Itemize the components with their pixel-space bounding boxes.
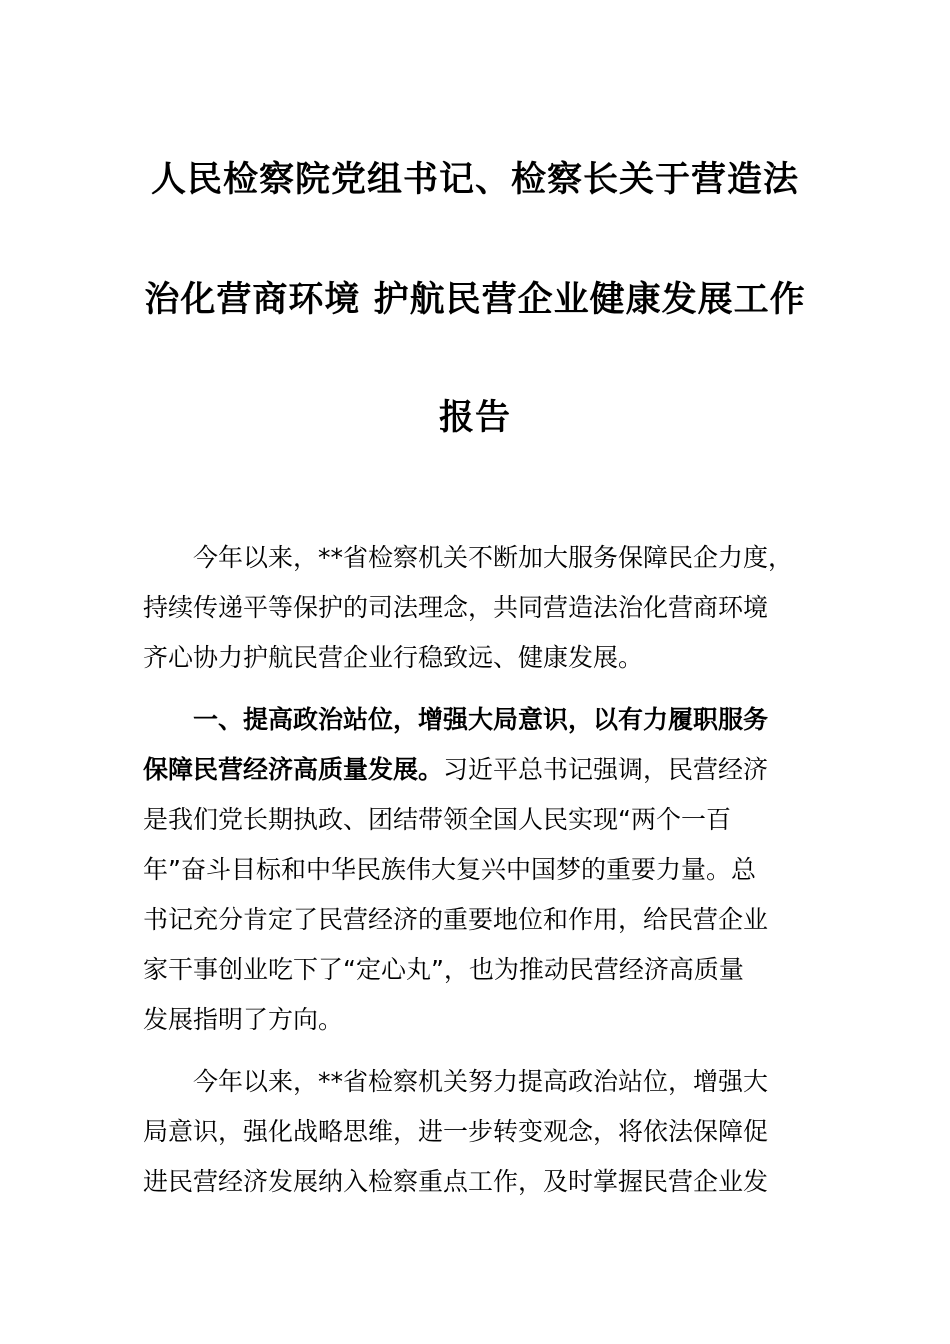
document-title-line-2: 治化营商环境 护航民营企业健康发展工作 (144, 280, 806, 320)
paragraph-text-after-heading: 习近平总书记强调，民营经济 (443, 755, 769, 784)
paragraph-line: 持续传递平等保护的司法理念，共同营造法治化营商环境 (143, 593, 769, 622)
paragraph-section-one (143, 695, 813, 1045)
paragraph-line: 发展指明了方向。 (143, 1005, 344, 1034)
paragraph-line: 年”奋斗目标和中华民族伟大复兴中国梦的重要力量。总 (143, 855, 756, 884)
section-heading-line-2: 保障民营经济高质量发展。 (143, 755, 444, 784)
paragraph-line: 家干事创业吃下了“定心丸”，也为推动民营经济高质量 (143, 955, 744, 984)
document-title-line-1: 人民检察院党组书记、检察长关于营造法 (150, 160, 799, 200)
paragraph-line: 是我们党长期执政、团结带领全国人民实现“两个一百 (143, 805, 731, 834)
document-title-line-3: 报告 (438, 398, 511, 438)
section-heading-line-1: 一、提高政治站位，增强大局意识，以有力履职服务 (193, 705, 769, 734)
paragraph-continued (143, 1057, 813, 1207)
paragraph-line: 进民营经济发展纳入检察重点工作，及时掌握民营企业发 (143, 1167, 769, 1196)
paragraph-line: 今年以来，**省检察机关努力提高政治站位，增强大 (193, 1067, 769, 1096)
paragraph-line: 书记充分肯定了民营经济的重要地位和作用，给民营企业 (143, 905, 769, 934)
paragraph-intro (143, 533, 813, 683)
paragraph-line-mixed (143, 745, 813, 795)
paragraph-line: 局意识，强化战略思维，进一步转变观念，将依法保障促 (143, 1117, 769, 1146)
paragraph-line: 今年以来，**省检察机关不断加大服务保障民企力度， (193, 543, 794, 572)
paragraph-line: 齐心协力护航民营企业行稳致远、健康发展。 (143, 643, 644, 672)
